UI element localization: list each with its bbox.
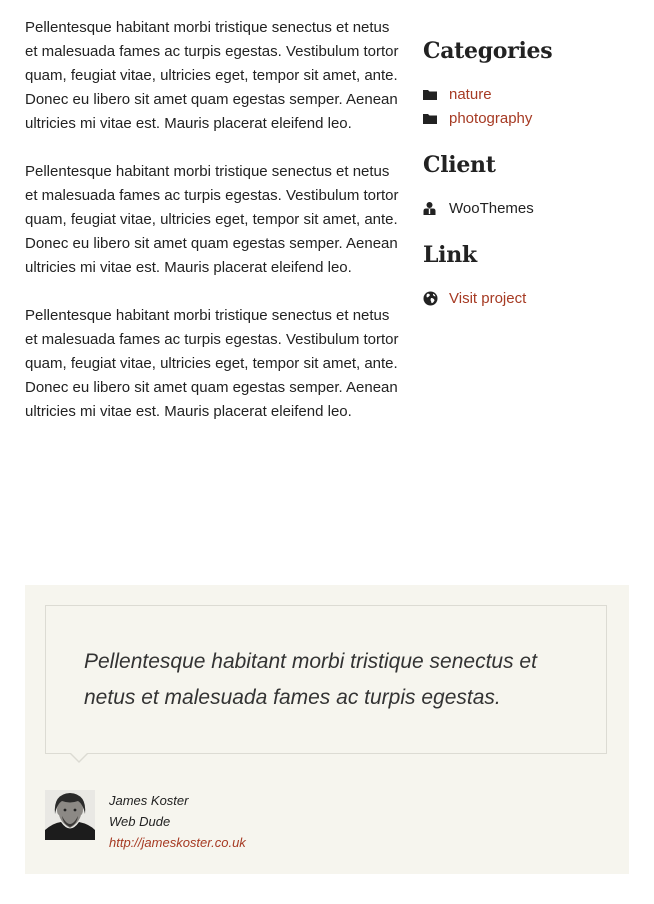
user-icon	[423, 202, 449, 215]
description-paragraph: Pellentesque habitant morbi tristique senectus et netus et malesuada fames ac turpis egestas. Vestibulum tortor quam, feugiat vitae, ultricies eget, tempor sit amet, ante. Donec eu libero sit amet quam egestas semper. Aenean ultricies mi vitae est. Mauris placerat eleifend leo.	[25, 19, 399, 132]
description-paragraph: Pellentesque habitant morbi tristique senectus et netus et malesuada fames ac turpis egestas. Vestibulum tortor quam, feugiat vitae, ultricies eget, tempor sit amet, ante. Donec eu libero sit amet quam egestas semper. Aenean ultricies mi vitae est. Mauris placerat eleifend leo.	[25, 163, 399, 276]
category-item-photography	[423, 106, 633, 130]
testimonial-author	[109, 790, 246, 853]
project-description	[25, 16, 403, 448]
author-url-link[interactable]: http://jameskoster.co.uk	[109, 835, 246, 850]
author-role: Web Dude	[109, 814, 171, 829]
categories-list	[423, 82, 633, 130]
author-name: James Koster	[109, 793, 189, 808]
client-title: Client	[423, 152, 496, 178]
testimonial	[25, 585, 629, 874]
quote-pointer-inner	[70, 752, 88, 761]
client-list	[423, 196, 633, 220]
testimonial-quote: Pellentesque habitant morbi tristique senectus et netus et malesuada fames ac turpis egestas.	[84, 650, 537, 709]
client-item	[423, 196, 633, 220]
avatar	[45, 790, 95, 840]
category-link-photography[interactable]: photography	[449, 109, 533, 127]
folder-icon	[423, 89, 449, 100]
testimonial-quote-box	[45, 605, 607, 754]
link-list	[423, 286, 633, 310]
project-sidebar	[423, 34, 633, 328]
globe-icon	[423, 291, 449, 306]
visit-project-link[interactable]: Visit project	[449, 289, 527, 307]
client-name: WooThemes	[449, 199, 534, 217]
link-title: Link	[423, 242, 477, 268]
description-paragraph: Pellentesque habitant morbi tristique senectus et netus et malesuada fames ac turpis egestas. Vestibulum tortor quam, feugiat vitae, ultricies eget, tempor sit amet, ante. Donec eu libero sit amet quam egestas semper. Aenean ultricies mi vitae est. Mauris placerat eleifend leo.	[25, 307, 399, 420]
category-link-nature[interactable]: nature	[449, 85, 492, 103]
folder-icon	[423, 113, 449, 124]
categories-title: Categories	[423, 38, 553, 64]
category-item-nature	[423, 82, 633, 106]
link-item	[423, 286, 633, 310]
